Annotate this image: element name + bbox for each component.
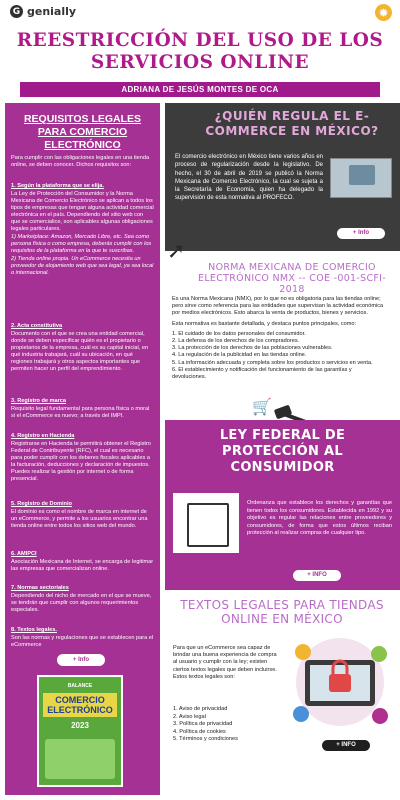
quien-regula-heading: ¿QUIÉN REGULA EL E-COMMERCE EN MÉXICO? <box>205 109 379 138</box>
ley-federal-heading: LEY FEDERAL DE PROTECCIÓN AL CONSUMIDOR <box>219 428 346 475</box>
balance-report-image[interactable] <box>37 675 123 787</box>
pointer-arrow-icon: ➚ <box>167 238 186 263</box>
nmx-paragraph: Es una Norma Mexicana (NMX), por lo que no es obligatoria para las tiendas online; pero sirve como referencia para las entidades que supervisan la actividad económica por medios electrónicos. Esto abarca la venta de productos, bienes y servicios. <box>172 296 384 317</box>
quien-regula-panel <box>165 103 400 251</box>
nmx-item: 5. La información adecuada y completa sobre los productos o servicios en venta. <box>172 359 373 366</box>
nmx-heading: NORMA MEXICANA DE COMERCIO ELECTRÓNICO NMX -- COE -001-SCFI-2018 <box>198 262 386 295</box>
top-bar <box>0 0 400 26</box>
cover-illustration <box>45 739 115 779</box>
cover-title: COMERCIO ELECTRÓNICO <box>43 693 117 717</box>
nmx-item: 2. La defensa de los derechos de los compradores. <box>172 338 300 345</box>
requisito-heading: 5. Registro de Dominio <box>11 501 72 507</box>
genially-logo[interactable] <box>10 5 76 18</box>
requisito-heading: 7. Normas sectoriales <box>11 585 69 591</box>
requisito-text: Son las normas y regulaciones que se establecen para el eCommerce <box>11 635 154 648</box>
requisitos-intro: Para cumplir con las obligaciones legales en una tienda online, se deben conocer. Dichos requisitos son: <box>11 155 150 169</box>
requisito-7 <box>11 585 154 614</box>
requisito-text: Dependiendo del nicho de mercado en el que se mueve, se tendrán que cumplir con algunos requerimientos especiales. <box>11 593 152 613</box>
textos-legales-text: Para que un eCommerce sea capaz de brindar una buena experiencia de compra al usuario y cumplir con la ley; existen ciertos textos legales que deben incluirse. Estos textos legales son: <box>173 645 277 680</box>
requisito-2 <box>11 323 154 373</box>
nmx-paragraph: Esta normativa es bastante detallada, y destaca puntos principales, como: <box>172 320 357 327</box>
requisito-4 <box>11 433 154 483</box>
quien-regula-info-button[interactable]: + Info <box>337 228 385 239</box>
genially-logo-icon: G <box>10 5 23 18</box>
requisito-text: El dominio es como el nombre de marca en internet de un eCommerce, y permite a los usuarios encontrar una tienda online entre todos los sitios web del mundo. <box>11 509 148 529</box>
list-item: 5. Términos y condiciones <box>173 736 238 743</box>
page-title: REESTRICCIÓN DEL USO DE LOS SERVICIOS ONLINE <box>16 30 384 73</box>
requisito-5 <box>11 501 154 530</box>
nmx-item: 3. La protección de los derechos de las poblaciones vulnerables. <box>172 345 333 352</box>
requisito-8 <box>11 627 154 649</box>
requisito-heading: 6. AMIPCI <box>11 551 37 557</box>
list-item: 4. Política de cookies <box>173 728 226 735</box>
requisitos-info-button[interactable]: + Info <box>57 654 105 666</box>
textos-legales-list <box>173 706 279 744</box>
cover-year: 2023 <box>71 721 89 730</box>
brand-name: genially <box>27 5 77 18</box>
gear-icon[interactable]: ✹ <box>375 4 392 21</box>
author-banner: ADRIANA DE JESÚS MONTES DE OCA <box>20 82 380 97</box>
textos-legales-info-button[interactable]: + INFO <box>322 740 370 751</box>
shopping-cart-icon: 🛒 <box>252 399 272 416</box>
requisito-3 <box>11 398 154 420</box>
nmx-item: 6. El establecimiento y notificación del funcionamiento de las garantías y devoluciones. <box>172 366 352 381</box>
requisito-heading: 3. Registro de marca <box>11 398 67 404</box>
legal-document-image <box>173 493 239 553</box>
nmx-item: 1. El cuidado de los datos personales del consumidor. <box>172 330 306 337</box>
requisito-text: La Ley de Protección del Consumidor y la Norma Mexicana de Comercio Electrónico se aplican a todos los tipos de empresas que tengan alguna actividad comercial electrónica en el país. Dependiendo del sitio web con que se comercialice, son aplicables algunas obligaciones legales particulares. <box>11 191 154 232</box>
ley-federal-info-button[interactable]: + INFO <box>293 570 341 581</box>
textos-legales-heading: TEXTOS LEGALES PARA TIENDAS ONLINE EN MÉXICO <box>180 598 384 626</box>
requisito-text: Asociación Mexicana de Internet, se encarga de legitimar las empresas que comercializan online. <box>11 559 154 572</box>
requisito-heading: 1. Según la plataforma que se elija. <box>11 183 104 189</box>
requisito-1 <box>11 183 154 277</box>
nmx-content <box>172 296 386 381</box>
requisito-heading: 2. Acta constitutiva <box>11 323 63 329</box>
ley-federal-text: Ordenanza que establece los derechos y garantías que tienen todos los consumidores. Establecida en 1992 y su objetivo es regular las relaciones entre proveedores y consumidores, de forma que estos últimos reciban protección al realizar compras de cualquier tipo. <box>247 500 392 537</box>
requisito-6 <box>11 551 154 573</box>
requisito-text: Registrarse en Hacienda te permitirá obtener el Registro Federal de Contribuyente (RFC), el cual es necesario para poder cumplir con los deberes fiscales aplicables a la facturación, deducciones y declaración de impuestos. Puedes realizar la gestión por internet o de forma presencial. <box>11 441 151 482</box>
requisitos-heading: REQUISITOS LEGALES PARA COMERCIO ELECTRÓNICO <box>23 113 142 151</box>
requisito-text: Requisito legal fundamental para persona física o moral si el eCommerce es nuevo; a través del IMPI. <box>11 406 150 419</box>
requisito-text: Documento con el que se crea una entidad comercial, donde se deben especificar quién es el propietario o propietarios de la empresa, cuál es su capital inicial, en qué industria trabajará, cuál su ubicación, en qué regiones trabajará y otros aspectos importantes que permiten hacer un perfil del emprendimiento. <box>11 331 149 372</box>
requisito-heading: 4. Registro en Hacienda <box>11 433 75 439</box>
quien-regula-text: El comercio electrónico en México tiene varios años en proceso de regularización desde la legislativo. De hecho, el 30 de abril de 2019 se publicó la Norma Mexicana de Comercio Electrónico, la cual se sujeta a la Secretaría de Economía, quien ha delegado la supervisión de esta normativa al PROFECO. <box>175 154 323 202</box>
requisito-heading: 8. Textos legales. <box>11 627 57 633</box>
nmx-item: 4. La regulación de la publicidad en las tiendas online. <box>172 352 307 359</box>
list-item: 1. Aviso de privacidad <box>173 706 228 712</box>
requisito-text: 1) Marketplace: Amazon, Mercado Libre, etc. Sea como persona física o como empresa, deberás cumplir con los requisitos de la plataforma en la que te suscribas. <box>11 234 152 254</box>
ley-federal-panel <box>165 420 400 590</box>
list-item: 3. Política de privacidad <box>173 721 233 728</box>
requisito-text: 2) Tienda online propia. Un eCommerce necesita un proveedor de alojamiento web que sea legal, ya sea local o internacional. <box>11 256 154 276</box>
list-item: 2. Aviso legal <box>173 713 206 720</box>
security-illustration <box>285 630 395 735</box>
cover-label: BALANCE <box>67 683 93 689</box>
laptop-image <box>330 158 392 198</box>
